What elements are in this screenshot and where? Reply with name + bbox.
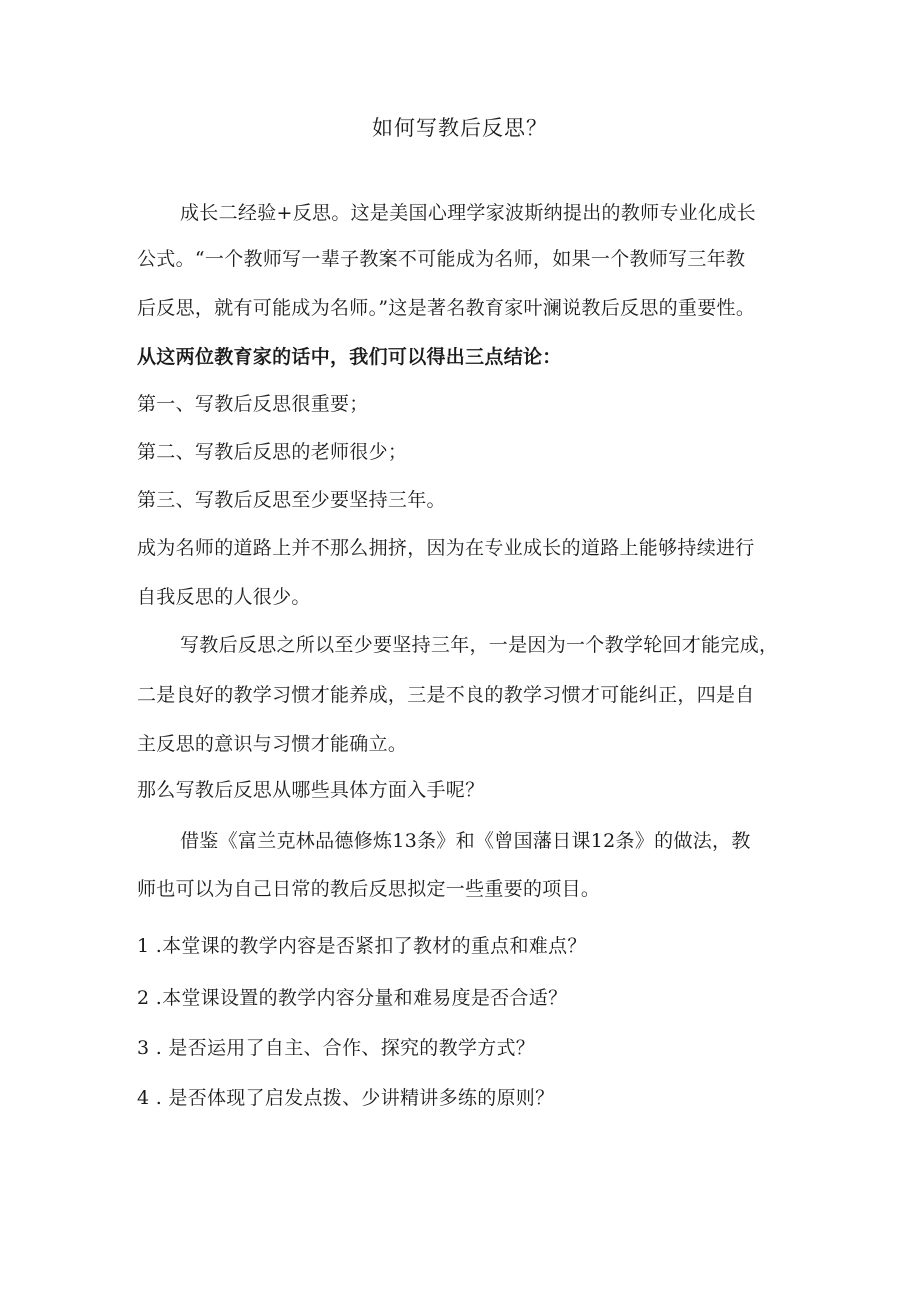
intro-line-1: 成长二经验+反思。这是美国心理学家波斯纳提出的教师专业化成长 (180, 202, 756, 224)
three-years-line-2: 二是良好的教学习惯才能养成，三是不良的教学习惯才可能纠正，四是自 (137, 684, 755, 706)
list-item: 2 .本堂课设置的教学内容分量和难易度是否合适？ (137, 987, 568, 1009)
intro-line-3: 后反思，就有可能成为名师。”这是著名教育家叶澜说教后反思的重要性。 (137, 297, 756, 319)
three-years-line-3: 主反思的意识与习惯才能确立。 (137, 733, 408, 755)
conclusion-item: 第一、写教后反思很重要； (137, 393, 369, 415)
list-item: 3 . 是否运用了自主、合作、探究的教学方式？ (137, 1037, 536, 1059)
list-item: 1 .本堂课的教学内容是否紧扣了教材的重点和难点？ (137, 935, 587, 957)
intro-line-2: 公式。“一个教师写一辈子教案不可能成为名师，如果一个教师写三年教 (137, 248, 746, 270)
list-item: 4 . 是否体现了启发点拨、少讲精讲多练的原则？ (137, 1087, 555, 1109)
document-title: 如何写教后反思？ (372, 116, 548, 140)
road-line-2: 自我反思的人很少。 (137, 586, 311, 608)
borrow-line-1: 借鉴《富兰克林品德修炼13条》和《曾国藩日课12条》的做法，教 (180, 830, 751, 852)
conclusion-item: 第三、写教后反思至少要坚持三年。 (137, 489, 446, 511)
road-line-1: 成为名师的道路上并不那么拥挤，因为在专业成长的道路上能够持续进行 (137, 537, 755, 559)
conclusion-heading: 从这两位教育家的话中，我们可以得出三点结论： (137, 346, 562, 368)
three-years-line-1: 写教后反思之所以至少要坚持三年，一是因为一个教学轮回才能完成， (180, 634, 779, 656)
conclusion-item: 第二、写教后反思的老师很少； (137, 441, 408, 463)
question-line: 那么写教后反思从哪些具体方面入手呢？ (137, 779, 485, 801)
borrow-line-2: 师也可以为自己日常的教后反思拟定一些重要的项目。 (137, 878, 601, 900)
